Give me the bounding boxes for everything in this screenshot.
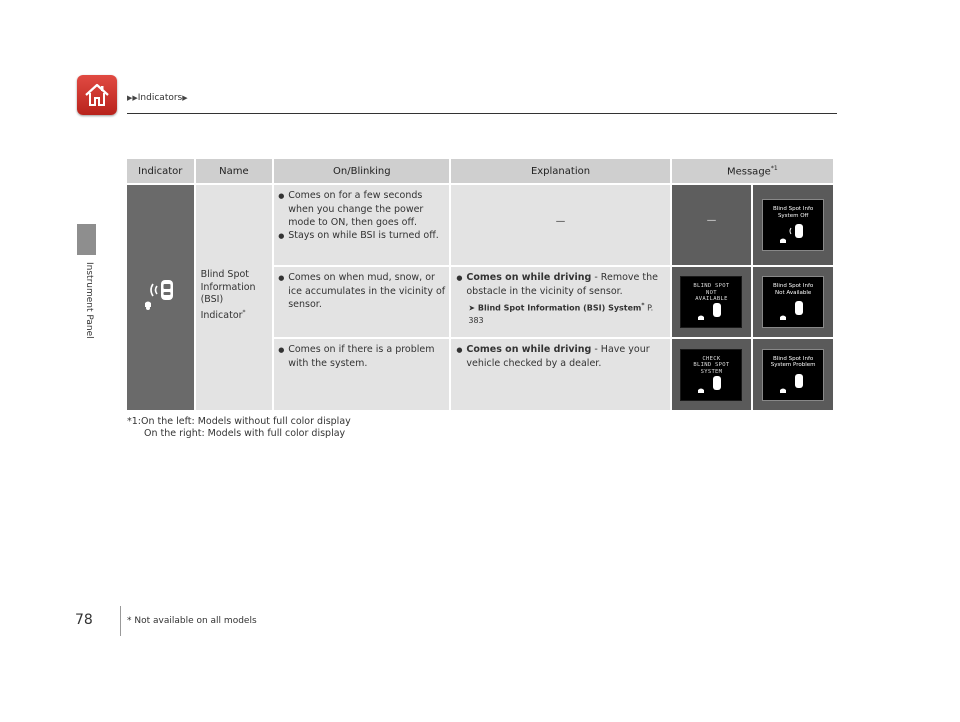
cross-reference-link[interactable] — [456, 300, 664, 327]
message-right-cell — [753, 267, 833, 337]
footnote-marker: *1 — [770, 164, 778, 172]
explanation-text: - Remove the obstacle in the vicinity of sensor. — [466, 272, 658, 297]
indicator-name-line: Information — [200, 281, 256, 293]
not-all-models-marker: * — [641, 302, 645, 309]
on-blinking-cell — [274, 185, 449, 265]
table-header-row — [127, 159, 833, 183]
explanation-cell — [451, 339, 669, 410]
indicator-name-line: Blind Spot — [200, 269, 250, 280]
message-screen — [680, 276, 742, 328]
col-header-message-label: Message — [726, 166, 771, 178]
breadcrumb-label[interactable]: Indicators — [137, 93, 183, 103]
message-screen — [762, 349, 824, 401]
message-screen — [762, 276, 824, 328]
on-blinking-cell — [274, 267, 449, 337]
message-dash: — — [706, 215, 717, 226]
message-screen-text: CHECK BLIND SPOT SYSTEM — [693, 355, 730, 375]
footnote-line: On the right: Models with full color display — [144, 428, 346, 439]
message-left-cell — [672, 267, 752, 337]
message-left-cell — [672, 339, 752, 410]
blind-spot-car-icon — [777, 222, 809, 246]
col-header-on-blinking: On/Blinking — [274, 159, 449, 183]
home-icon — [83, 81, 111, 109]
indicator-name-cell — [196, 185, 273, 410]
breadcrumb[interactable] — [127, 93, 188, 103]
blind-spot-indicator-icon — [140, 276, 180, 316]
col-header-message — [672, 159, 833, 183]
footnote-line: *1:On the left: Models without full color display — [127, 416, 351, 427]
blind-spot-car-icon — [695, 372, 727, 396]
explanation-bold: Comes on while driving — [466, 272, 592, 283]
table-footnote — [127, 416, 351, 440]
not-all-models-marker: * — [242, 308, 246, 316]
indicator-name-line: Indicator — [200, 309, 243, 321]
indicator-table — [125, 157, 835, 412]
message-screen-text: Blind Spot Info System Off — [773, 206, 814, 219]
explanation-cell — [451, 267, 669, 337]
reference-title: Blind Spot Information (BSI) System — [477, 303, 642, 313]
home-button[interactable] — [77, 75, 117, 115]
bullet-item: ● Comes on for a few seconds when you change the power mode to ON, then goes off. — [278, 189, 445, 229]
blind-spot-car-icon — [695, 299, 727, 323]
page-number: 78 — [75, 612, 93, 628]
bullet-item — [456, 343, 664, 370]
message-screen-text: Blind Spot Info Not Available — [773, 283, 814, 296]
reference-page: P. 383 — [468, 303, 654, 325]
message-screen-text: BLIND SPOT NOT AVAILABLE — [693, 283, 730, 302]
on-blinking-cell — [274, 339, 449, 410]
explanation-text: - Have your vehicle checked by a dealer. — [466, 344, 650, 369]
bullet-item — [456, 271, 664, 298]
explanation-cell — [451, 185, 669, 265]
indicator-cell — [127, 185, 194, 410]
breadcrumb-arrow-icon: ▶▶ — [127, 94, 138, 102]
message-screen — [762, 199, 824, 251]
blind-spot-car-icon — [777, 299, 809, 323]
message-right-cell — [753, 339, 833, 410]
indicator-name-line: (BSI) — [200, 294, 224, 305]
message-screen-text: Blind Spot Info System Problem — [770, 355, 816, 368]
blind-spot-car-icon — [777, 372, 809, 396]
breadcrumb-arrow-icon: ▶ — [182, 94, 188, 102]
col-header-name: Name — [196, 159, 273, 183]
explanation-dash: — — [555, 216, 566, 227]
col-header-explanation: Explanation — [451, 159, 669, 183]
bullet-item: ● Comes on when mud, snow, or ice accumulates in the vicinity of sensor. — [278, 271, 445, 311]
bullet-item: ● Stays on while BSI is turned off. — [278, 229, 445, 243]
reference-arrow-icon: ➤ — [468, 303, 478, 313]
page-footnote: * Not available on all models — [127, 616, 257, 626]
message-left-cell — [672, 185, 752, 265]
bullet-item: ● Comes on if there is a problem with the system. — [278, 343, 445, 370]
table-row — [127, 185, 833, 265]
message-right-cell — [753, 185, 833, 265]
col-header-indicator: Indicator — [127, 159, 194, 183]
footer-rule — [120, 606, 121, 636]
explanation-bold: Comes on while driving — [466, 344, 592, 355]
side-section-label: Instrument Panel — [84, 262, 94, 339]
side-tab-marker — [77, 224, 96, 255]
message-screen — [680, 349, 742, 401]
header-rule — [127, 113, 837, 114]
